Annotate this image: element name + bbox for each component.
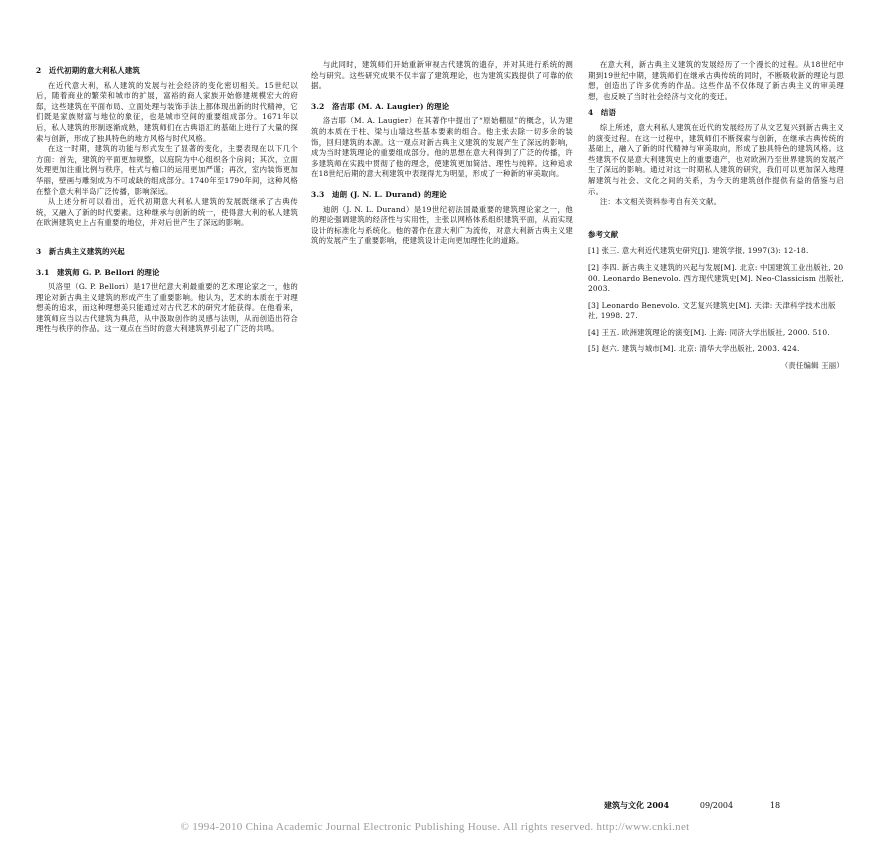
reference-item (588, 263, 844, 295)
reference-number: [4] (588, 327, 600, 337)
reference-number: [2] (588, 262, 600, 272)
section-heading-4: 4 结语 (588, 108, 617, 118)
footnote: 注：本文相关资料参考自有关文献。 (599, 197, 722, 207)
paragraph: 从上述分析可以看出，近代初期意大利私人建筑的发展既继承了古典传统，又融入了新的时代要素。这种继承与创新的统一，使得意大利的私人建筑在欧洲建筑史上占有重要的地位，并对后世产生了深远的影响。 (36, 197, 298, 228)
paragraph: 综上所述，意大利私人建筑在近代的发展经历了从文艺复兴到新古典主义的演变过程。在这一过程中，建筑师们不断探索与创新，在继承古典传统的基础上，融入了新的时代精神与审美取向，形成了独具特色的建筑风格。这些建筑不仅是意大利建筑史上的重要遗产，也对欧洲乃至世界建筑的发展产生了深远的影响。通过对这一时期私人建筑的研究，我们可以更加深入地理解建筑与社会、文化之间的关系，为今天的建筑创作提供有益的借鉴与启示。 (588, 122, 844, 196)
reference-number: [3] (588, 300, 600, 310)
page-footer (604, 800, 780, 811)
page-number: 18 (769, 801, 781, 810)
paragraph: 洛吉耶（M. A. Laugier）在其著作中提出了“原始棚屋”的概念，认为建筑的本质在于柱、梁与山墙这些基本要素的组合。他主张去除一切多余的装饰，回归建筑的本源。这一观点对新古典主义建筑的发展产生了深远的影响，成为当时建筑理论的重要组成部分。他的思想在意大利得到了广泛的传播，许多建筑师在实践中贯彻了他的理念，使建筑更加简洁、理性与纯粹。这种追求在18世纪后期的意大利建筑中表现得尤为明显，形成了一种新的审美取向。 (311, 116, 573, 179)
copyright-watermark: © 1994-2010 China Academic Journal Electronic Publishing House. All rights reserved. http://www.cnki.net (180, 821, 690, 833)
reference-text: 张三. 意大利近代建筑史研究[J]. 建筑学报, 1997(3): 12-18. (601, 246, 809, 256)
column-left (36, 60, 298, 335)
reference-text: 李四. 新古典主义建筑的兴起与发展[M]. 北京: 中国建筑工业出版社, 2000. Leonardo Benevolo. 西方现代建筑史[M]. Neo-Classicism 出版社, 2003. (588, 262, 844, 294)
paragraph: 迪朗（J. N. L. Durand）是19世纪初法国最重要的建筑理论家之一，他的理论强调建筑的经济性与实用性，主张以网格体系组织建筑平面，从而实现设计的标准化与系统化。他的著作在意大利广为流传，对意大利新古典主义建筑的发展产生了重要影响，使建筑设计走向更加理性化的道路。 (311, 204, 573, 246)
issue-date: 09/2004 (699, 801, 734, 810)
section-heading-3: 3 新古典主义建筑的兴起 (36, 246, 125, 256)
reference-number: [1] (588, 246, 600, 256)
column-middle (311, 60, 573, 247)
reference-item (588, 246, 844, 257)
reference-item (588, 301, 844, 322)
reference-text: 王五. 欧洲建筑理论的演变[M]. 上海: 同济大学出版社, 2000. 510. (601, 327, 830, 337)
subsection-heading-3-1: 3.1 建筑师 G. P. Bellori 的理论 (36, 267, 160, 277)
reference-list (588, 246, 844, 355)
editor-note: （责任编辑 王丽） (780, 361, 844, 371)
reference-item (588, 344, 844, 355)
section-heading-2: 2 近代初期的意大利私人建筑 (36, 66, 141, 75)
reference-item (588, 328, 844, 339)
subsection-heading-3-2: 3.2 洛吉耶 (M. A. Laugier) 的理论 (311, 101, 450, 111)
paragraph: 与此同时，建筑师们开始重新审视古代建筑的遗存，并对其进行系统的测绘与研究。这些研究成果不仅丰富了建筑理论，也为建筑实践提供了可靠的依据。 (311, 60, 573, 91)
reference-text: 赵六. 建筑与城市[M]. 北京: 清华大学出版社, 2003. 424. (601, 344, 800, 354)
paragraph: 贝洛里（G. P. Bellori）是17世纪意大利最重要的艺术理论家之一，他的理论对新古典主义建筑的形成产生了重要影响。他认为，艺术的本质在于对理想美的追求，而这种理想美只能通过对古代艺术的研究才能获得。在他看来，建筑师应当以古代建筑为典范，从中汲取创作的灵感与法则，从而创造出符合理性与秩序的作品。这一观点在当时的意大利建筑界引起了广泛的共鸣。 (36, 282, 298, 334)
column-right (588, 60, 844, 372)
paragraph: 在意大利，新古典主义建筑的发展经历了一个漫长的过程。从18世纪中期到19世纪中期，建筑师们在继承古典传统的同时，不断吸收新的理论与思想，创造出了许多优秀的作品。这些作品不仅体现了新古典主义的审美理想，也反映了当时社会经济与文化的变迁。 (588, 60, 844, 101)
reference-number: [5] (588, 344, 600, 354)
subsection-heading-3-3: 3.3 迪朗 (J. N. L. Durand) 的理论 (311, 189, 447, 199)
references-heading: 参考文献 (588, 229, 619, 239)
paragraph: 在近代意大利，私人建筑的发展与社会经济的变化密切相关。15世纪以后，随着商业的繁荣和城市的扩展，富裕的商人家族开始修建规模宏大的府邸，这些建筑在平面布局、立面处理与装饰手法上都体现出新的时代精神，它们既是家族财富与地位的象征，也是城市空间的重要组成部分。1671年以后，私人建筑的形制逐渐成熟，建筑师们在古典语汇的基础上进行了大量的探索与创新，形成了独具特色的地方风格与时代风格。 (36, 80, 298, 143)
reference-text: Leonardo Benevolo. 文艺复兴建筑史[M]. 天津: 天津科学技术出版社, 1998. 27. (588, 300, 836, 321)
journal-name: 建筑与文化 2004 (604, 800, 670, 810)
paragraph: 在这一时期，建筑的功能与形式发生了显著的变化，主要表现在以下几个方面：首先，建筑的平面更加规整，以庭院为中心组织各个房间；其次，立面处理更加注重比例与秩序，柱式与檐口的运用更加严谨；再次，室内装饰更加华丽，壁画与雕刻成为不可或缺的组成部分。1740年至1790年间，这种风格在整个意大利半岛广泛传播，影响深远。 (36, 144, 298, 196)
